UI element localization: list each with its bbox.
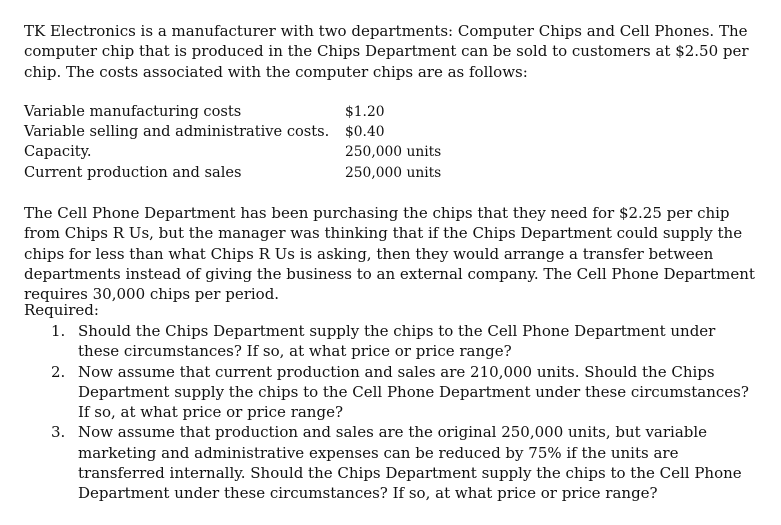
question-item [24,422,754,503]
cost-table [24,102,524,183]
cell-phone-paragraph: The Cell Phone Department has been purchasing the chips that they need for $2.25 per chip from Chips R Us, but the manager was thinking that if the Chips Department could supply the chips for less than what Chips R Us is asking, then they would arrange a transfer between departments instead of giving the business to an external company. The Cell Phone Department requires 30,000 chips per period. [24,204,755,304]
question-item [24,362,754,423]
cost-value: 250,000 units [345,164,442,181]
question-text: Should the Chips Department supply the chips to the Cell Phone Department under these circumstances? If so, at what price or price range? [78,322,716,361]
cost-row [24,142,524,162]
question-number: 1. [51,322,66,340]
intro-paragraph: TK Electronics is a manufacturer with two departments: Computer Chips and Cell Phones. The computer chip that is produced in the Chips Department can be sold to customers at $2.50 per chip. The costs associated with the computer chips are as follows: [24,22,749,81]
cost-row [24,102,524,122]
cost-label: Current production and sales [24,163,242,181]
question-number: 3. [51,423,66,442]
cost-label: Capacity. [24,143,92,161]
cost-label: Variable manufacturing costs [24,103,242,120]
question-number: 2. [51,362,66,381]
cost-row [24,122,524,142]
question-text: Now assume that current production and sales are 210,000 units. Should the Chips Department supply the chips to the Cell Phone Department under these circumstances? If so, at what price or price range? [78,362,749,422]
cost-value: $0.40 [345,124,385,141]
cost-row [24,163,524,183]
cost-value: 250,000 units [345,144,442,161]
cost-value: $1.20 [345,104,385,120]
question-text: Now assume that production and sales are the original 250,000 units, but variable marketing and administrative expenses can be reduced by 75% if the units are transferred internally. Should the Chips Department supply the chips to the Cell Phone Department under these circumstances? If so, at what price or price range? [78,423,742,503]
question-item [24,321,754,362]
cost-label: Variable selling and administrative costs. [24,123,330,141]
required-heading: Required: [24,301,99,319]
question-list [24,321,754,504]
